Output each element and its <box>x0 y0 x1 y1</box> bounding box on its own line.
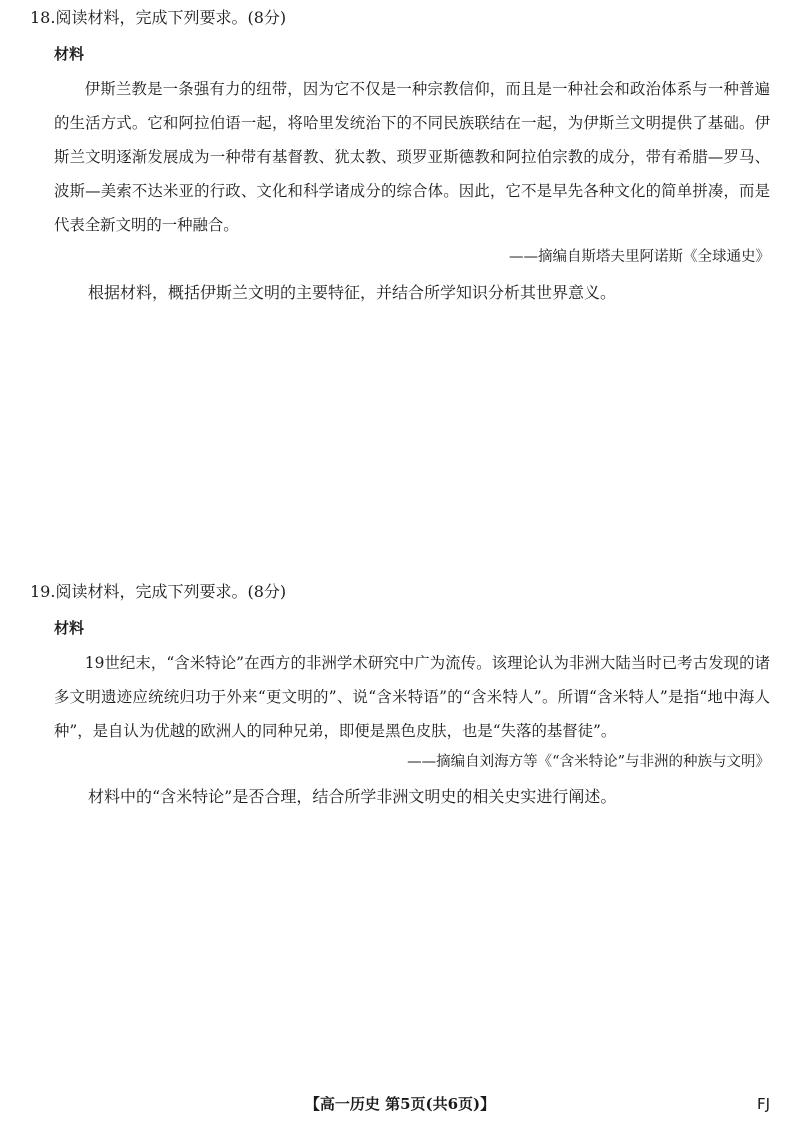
q19-material-label: 材料 <box>54 619 85 637</box>
q18-question: 根据材料，概括伊斯兰文明的主要特征，并结合所学知识分析其世界意义。 <box>88 283 617 302</box>
q19-material-paragraph: 19世纪末，“含米特论”在西方的非洲学术研究中广为流传。该理论认为非洲大陆当时已考古发现的诸多文明遗迹应统统归功于外来“更文明的”、说“含米特语”的“含米特人”。所谓“含米特人”是指“地中海人种”，是自认为优越的欧洲人的同种兄弟，即便是黑色皮肤，也是“失落的基督徒”。 <box>54 654 770 740</box>
q19-title: 19.阅读材料，完成下列要求。(8分) <box>30 582 287 601</box>
page-footer-label: 【高一历史 第5页(共6页)】 <box>304 1095 496 1113</box>
q18-material-paragraph: 伊斯兰教是一条强有力的纽带，因为它不仅是一种宗教信仰，而且是一种社会和政治体系与一种普遍的生活方式。它和阿拉伯语一起，将哈里发统治下的不同民族联结在一起，为伊斯兰文明提供了基础。伊斯兰文明逐渐发展成为一种带有基督教、犹太教、琐罗亚斯德教和阿拉伯宗教的成分，带有希腊—罗马、波斯—美索不达米亚的行政、文化和科学诸成分的综合体。因此，它不是早先各种文化的简单拼凑，而是代表全新文明的一种融合。 <box>54 80 770 234</box>
q18-title: 18.阅读材料，完成下列要求。(8分) <box>30 8 287 27</box>
q19-source: ——摘编自刘海方等《“含米特论”与非洲的种族与文明》 <box>407 754 770 770</box>
q19-question: 材料中的“含米特论”是否合理，结合所学非洲文明史的相关史实进行阐述。 <box>88 787 617 806</box>
q18-material-label: 材料 <box>54 45 85 63</box>
page-footer-code: FJ <box>756 1095 770 1113</box>
q18-source: ——摘编自斯塔夫里阿诺斯《全球通史》 <box>509 249 770 265</box>
